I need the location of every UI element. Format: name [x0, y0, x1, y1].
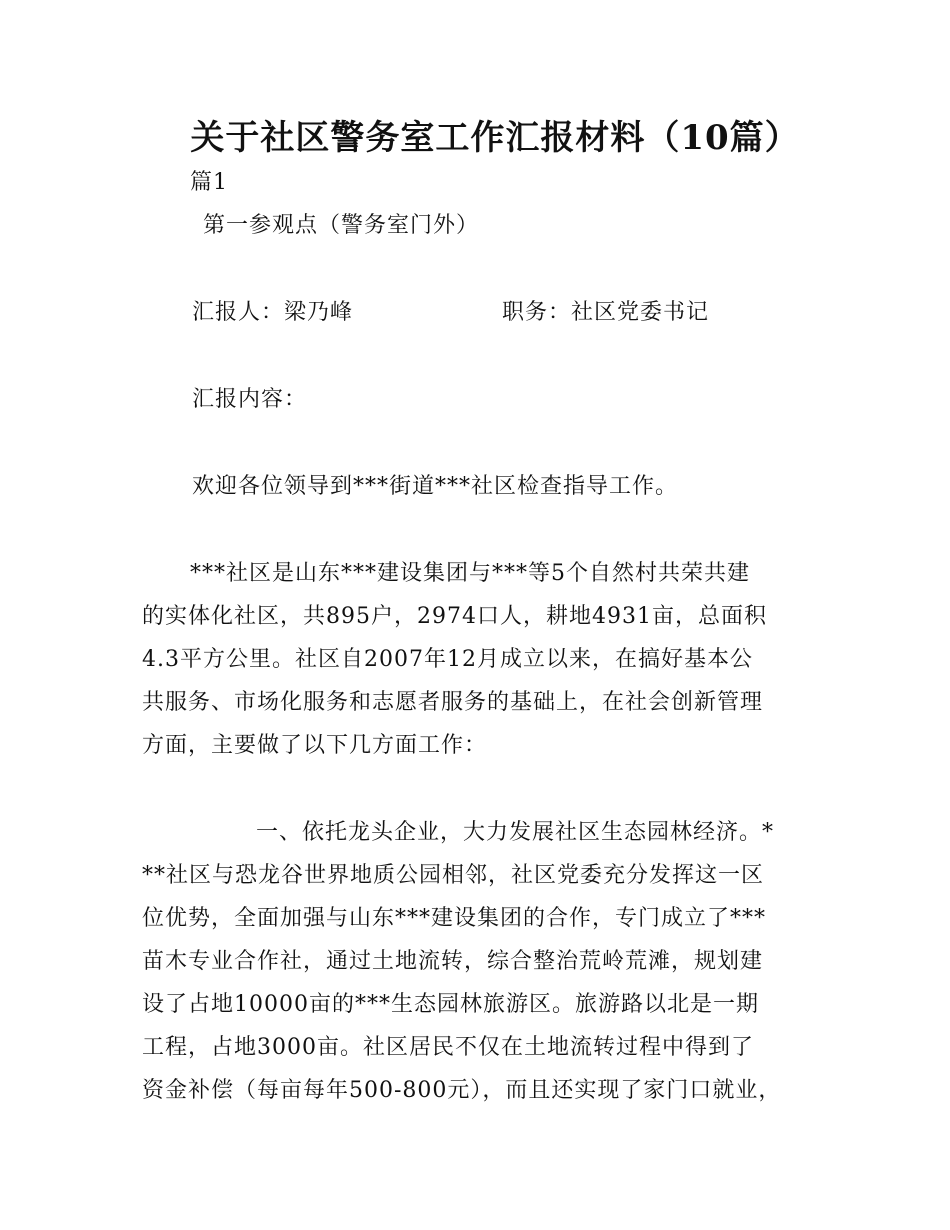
paragraph1-line: ***社区是山东***建设集团与***等5个自然村共荣共建	[190, 561, 750, 586]
paragraph1-line: 共服务、市场化服务和志愿者服务的基础上，在社会创新管理	[142, 690, 764, 715]
paragraph2-line: 设了占地10000亩的***生态园林旅游区。旅游路以北是一期	[142, 992, 759, 1017]
paragraph1-line: 4.3平方公里。社区自2007年12月成立以来，在搞好基本公	[142, 647, 753, 672]
paragraph2-line: 苗木专业合作社，通过土地流转，综合整治荒岭荒滩，规划建	[142, 949, 764, 974]
position-line: 职务：社区党委书记	[502, 300, 710, 325]
stop-label: 第一参观点（警务室门外）	[203, 213, 480, 238]
welcome-line: 欢迎各位领导到***街道***社区检查指导工作。	[192, 474, 679, 499]
document-title: 关于社区警务室工作汇报材料（10篇）	[190, 118, 800, 158]
paragraph2-line: 一、依托龙头企业，大力发展社区生态园林经济。*	[256, 820, 775, 845]
paragraph1-line: 方面，主要做了以下几方面工作：	[142, 733, 488, 758]
paragraph2-line: 工程，占地3000亩。社区居民不仅在土地流转过程中得到了	[142, 1035, 754, 1060]
reporter-line: 汇报人：梁乃峰	[192, 300, 354, 325]
paragraph1-line: 的实体化社区，共895户，2974口人，耕地4931亩，总面积	[142, 604, 767, 629]
section-label: 篇1	[190, 170, 228, 195]
paragraph2-line: 资金补偿（每亩每年500-800元），而且还实现了家门口就业，	[142, 1078, 782, 1103]
paragraph2-line: **社区与恐龙谷世界地质公园相邻，社区党委充分发挥这一区	[142, 863, 765, 888]
content-label: 汇报内容：	[192, 387, 308, 412]
paragraph2-line: 位优势，全面加强与山东***建设集团的合作，专门成立了***	[142, 906, 767, 931]
